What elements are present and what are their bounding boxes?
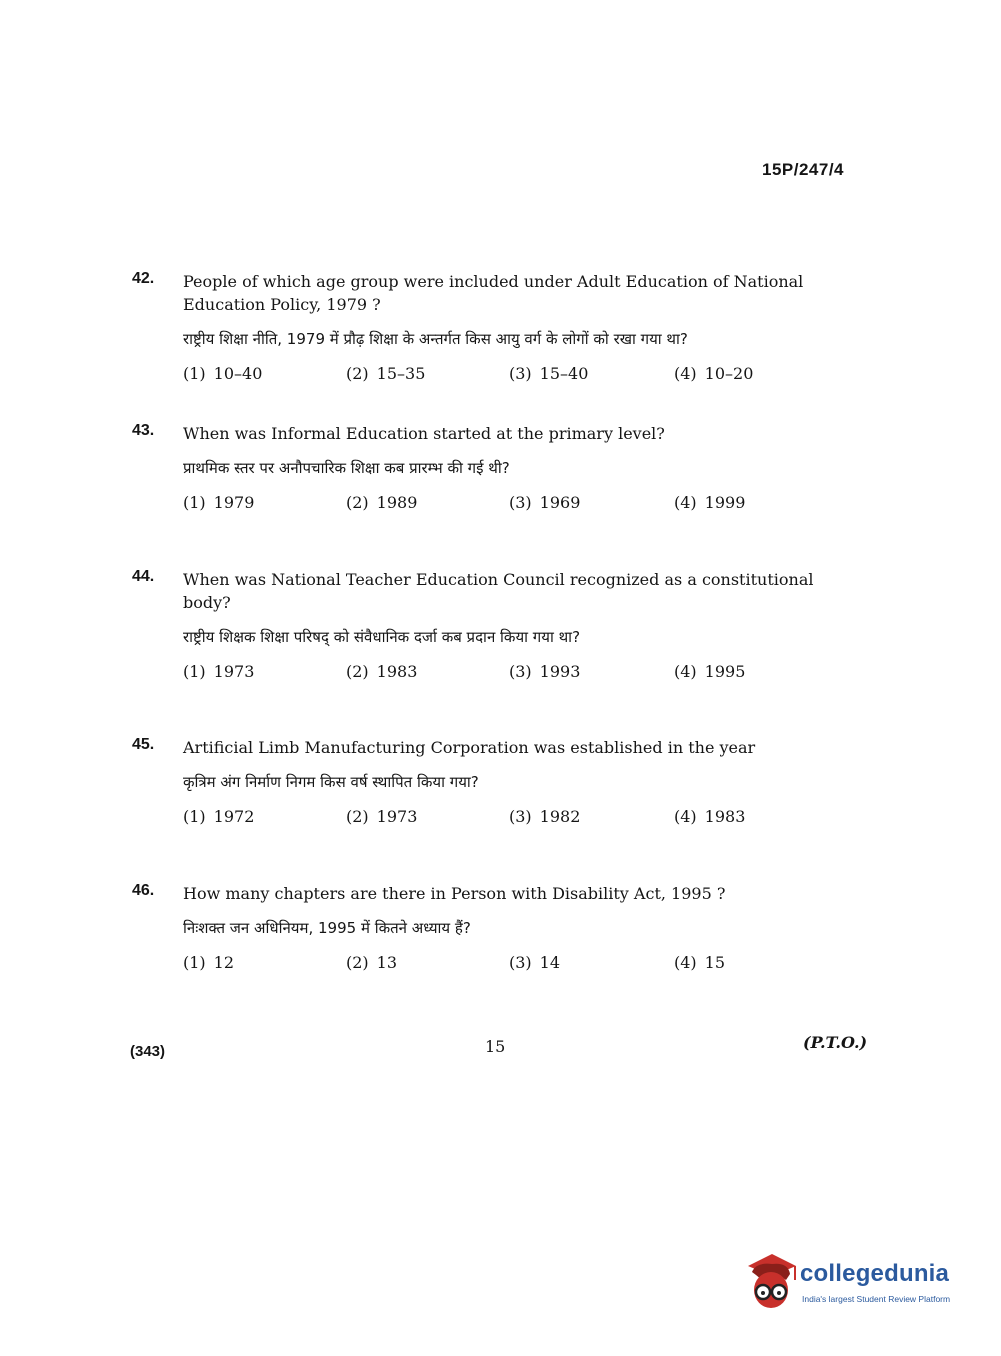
question-text-hindi: राष्ट्रीय शिक्षा नीति, 1979 में प्रौढ़ शिक्षा के अन्तर्गत किस आयु वर्ग के लोगों को रखा गया था? [183,330,688,348]
option-3 [509,953,560,972]
option-value: 1973 [213,662,255,681]
question-text-english: When was Informal Education started at the primary level? [183,424,665,443]
option-label: (4) [674,662,697,681]
option-value: 14 [539,953,561,972]
question-number: 46. [132,882,155,899]
pto-note: (P.T.O.) [803,1033,868,1052]
question-42 [132,270,872,388]
option-2 [346,953,397,972]
option-label: (1) [183,364,206,383]
option-4 [674,953,725,972]
option-2 [346,364,425,383]
option-label: (1) [183,953,206,972]
option-label: (3) [509,807,532,826]
option-value: 15 [704,953,726,972]
collegedunia-watermark [742,1250,972,1312]
question-text-english: People of which age group were included under Adult Education of National Education Policy, 1979 ? [183,272,804,314]
option-label: (4) [674,493,697,512]
option-4 [674,662,745,681]
option-value: 1983 [704,807,746,826]
option-value: 1973 [376,807,418,826]
option-label: (2) [346,662,369,681]
question-text-english: How many chapters are there in Person with Disability Act, 1995 ? [183,884,726,903]
option-value: 1982 [539,807,581,826]
option-3 [509,364,588,383]
option-2 [346,807,417,826]
question-text-hindi: निःशक्त जन अधिनियम, 1995 में कितने अध्याय हैं? [183,919,471,937]
question-46 [132,882,872,977]
option-value: 15–40 [539,364,589,383]
brand-tagline: India's largest Student Review Platform [802,1294,951,1304]
options-row [183,493,861,517]
option-label: (3) [509,662,532,681]
option-value: 1972 [213,807,255,826]
question-text-english: When was National Teacher Education Council recognized as a constitutional body? [183,570,814,612]
option-label: (3) [509,953,532,972]
option-1 [183,953,234,972]
option-1 [183,493,254,512]
option-value: 12 [213,953,235,972]
option-1 [183,807,254,826]
options-row [183,807,861,831]
option-label: (1) [183,662,206,681]
option-3 [509,662,580,681]
series-code: (343) [130,1043,166,1060]
question-text-hindi: कृत्रिम अंग निर्माण निगम किस वर्ष स्थापित किया गया? [183,773,479,791]
option-label: (2) [346,807,369,826]
option-label: (2) [346,953,369,972]
option-value: 1969 [539,493,581,512]
option-label: (2) [346,493,369,512]
option-1 [183,662,254,681]
question-number: 43. [132,422,155,439]
option-label: (3) [509,364,532,383]
option-3 [509,493,580,512]
option-label: (4) [674,364,697,383]
question-43 [132,422,872,517]
question-text-hindi: प्राथमिक स्तर पर अनौपचारिक शिक्षा कब प्रारम्भ की गई थी? [183,459,510,477]
options-row [183,662,861,686]
option-1 [183,364,262,383]
question-number: 45. [132,736,155,753]
question-number: 44. [132,568,155,585]
option-label: (1) [183,807,206,826]
option-value: 1983 [376,662,418,681]
option-label: (2) [346,364,369,383]
option-value: 1995 [704,662,746,681]
question-44 [132,568,872,686]
option-2 [346,493,417,512]
option-4 [674,807,745,826]
options-row [183,364,861,388]
question-text-english: Artificial Limb Manufacturing Corporation was established in the year [183,738,756,757]
question-number: 42. [132,270,155,287]
option-value: 10–40 [213,364,263,383]
option-4 [674,493,745,512]
option-value: 1999 [704,493,746,512]
options-row [183,953,861,977]
option-4 [674,364,753,383]
option-value: 10–20 [704,364,754,383]
option-label: (4) [674,807,697,826]
option-value: 15–35 [376,364,426,383]
option-3 [509,807,580,826]
option-label: (4) [674,953,697,972]
option-label: (1) [183,493,206,512]
option-value: 13 [376,953,398,972]
question-text-hindi: राष्ट्रीय शिक्षक शिक्षा परिषद् को संवैधानिक दर्जा कब प्रदान किया गया था? [183,628,581,646]
option-value: 1989 [376,493,418,512]
brand-name: collegedunia [800,1260,950,1287]
question-45 [132,736,872,831]
paper-code: 15P/247/4 [762,160,845,179]
option-value: 1993 [539,662,581,681]
option-2 [346,662,417,681]
page-number: 15 [485,1037,506,1056]
option-value: 1979 [213,493,255,512]
mascot-logo-icon [742,1250,800,1312]
option-label: (3) [509,493,532,512]
